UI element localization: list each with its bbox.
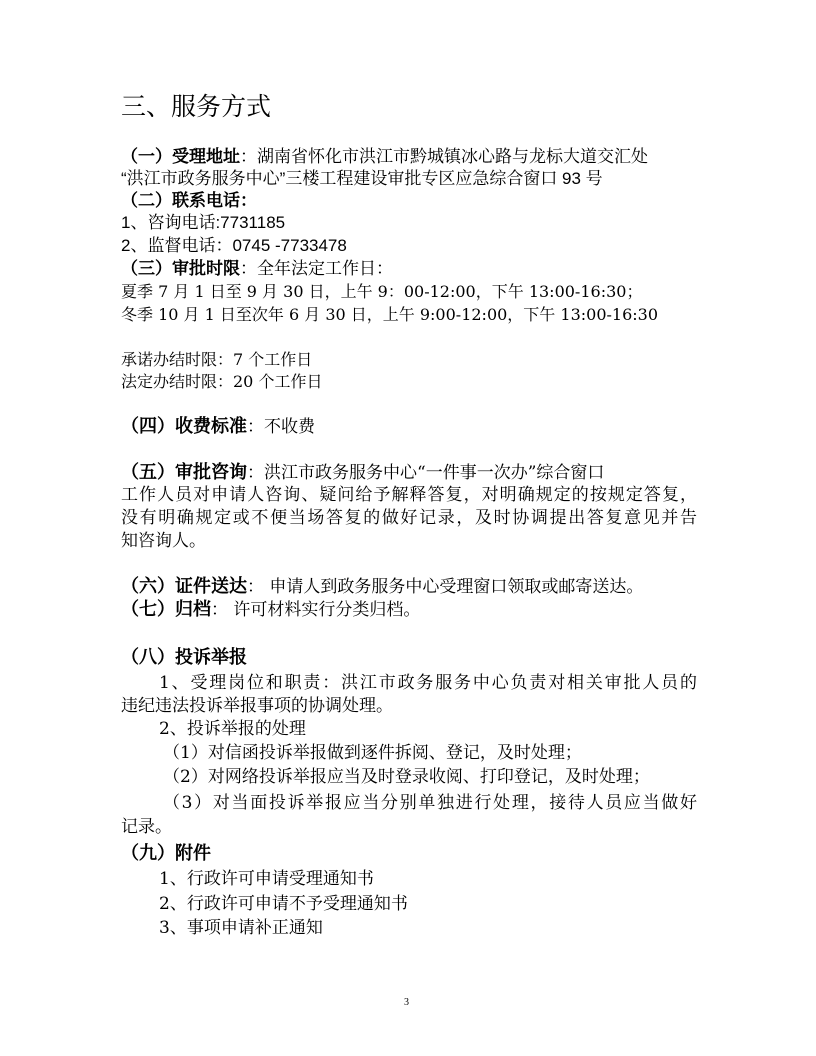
archive-line — [121, 598, 420, 622]
consult-line-4: 知咨询人。 — [121, 531, 206, 551]
time-limit-label: （三）审批时限 — [121, 259, 240, 278]
delivery-text: ： 申请人到政务服务中心受理窗口领取或邮寄送达。 — [247, 577, 644, 597]
archive-text: ： 许可材料实行分类归档。 — [211, 600, 421, 620]
supervise-phone: 2、监督电话：0745 -7733478 — [121, 236, 347, 255]
attachment-1: 1、行政许可申请受理通知书 — [159, 869, 374, 889]
consult-phone: 1、咨询电话:7731185 — [121, 213, 286, 232]
consult-label: （五）审批咨询 — [121, 462, 247, 483]
attachment-3: 3、事项申请补正通知 — [159, 918, 323, 938]
complaint-item-3-line-2: 记录。 — [121, 817, 172, 837]
legal-limit: 法定办结时限：20 个工作日 — [121, 372, 323, 391]
time-limit-line — [121, 258, 393, 280]
consult-line-1 — [121, 461, 695, 485]
complaint-p1-line-2: 违纪违法投诉举报事项的协调处理。 — [121, 696, 393, 716]
complaint-p1-line-1: 1、受理岗位和职责：洪江市政务服务中心负责对相关审批人员的 — [159, 673, 697, 693]
fee-label: （四）收费标准 — [121, 416, 247, 437]
fee-text: ：不收费 — [247, 417, 315, 437]
complaint-item-1: （1）对信函投诉举报做到逐件拆阅、登记，及时处理； — [163, 743, 582, 763]
attachment-2: 2、行政许可申请不予受理通知书 — [159, 894, 408, 914]
address-line-1 — [121, 146, 648, 168]
page-number: 3 — [404, 997, 409, 1008]
summer-hours: 夏季 7 月 1 日至 9 月 30 日，上午 9：00-12:00，下午 13:00-16:30； — [121, 282, 643, 301]
consult-line-3: 没有明确规定或不便当场答复的做好记录，及时协调提出答复意见并告 — [121, 508, 697, 528]
consult-text-1: ：洪江市政务服务中心“一件事一次办”综合窗口 — [247, 463, 605, 483]
complaint-heading: （八）投诉举报 — [121, 647, 247, 668]
fee-line — [121, 415, 315, 439]
attachments-heading: （九）附件 — [121, 843, 211, 864]
contact-colon: ： — [240, 191, 257, 210]
contact-heading — [121, 190, 257, 212]
time-limit-text: ：全年法定工作日： — [240, 259, 393, 279]
address-line-2: “洪江市政务服务中心”三楼工程建设审批专区应急综合窗口 93 号 — [121, 169, 603, 188]
promise-limit: 承诺办结时限：7 个工作日 — [121, 350, 313, 369]
complaint-item-3-line-1: （3）对当面投诉举报应当分别单独进行处理，接待人员应当做好 — [163, 793, 697, 813]
delivery-label: （六）证件送达 — [121, 576, 247, 597]
winter-hours: 冬季 10 月 1 日至次年 6 月 30 日，上午 9:00-12:00，下午 13:00-16:30 — [121, 305, 659, 324]
contact-label: （二）联系电话 — [121, 191, 240, 210]
address-text-1: ：湖南省怀化市洪江市黔城镇冰心路与龙标大道交汇处 — [240, 147, 648, 166]
consult-line-2: 工作人员对申请人咨询、疑问给予解释答复，对明确规定的按规定答复， — [121, 485, 697, 505]
complaint-p2: 2、投诉举报的处理 — [159, 719, 306, 739]
complaint-item-2: （2）对网络投诉举报应当及时登录收阅、打印登记，及时处理； — [163, 767, 650, 787]
section-title: 三、服务方式 — [121, 93, 272, 121]
delivery-line — [121, 575, 643, 599]
address-label: （一）受理地址 — [121, 147, 240, 166]
archive-label: （七）归档 — [121, 599, 211, 620]
